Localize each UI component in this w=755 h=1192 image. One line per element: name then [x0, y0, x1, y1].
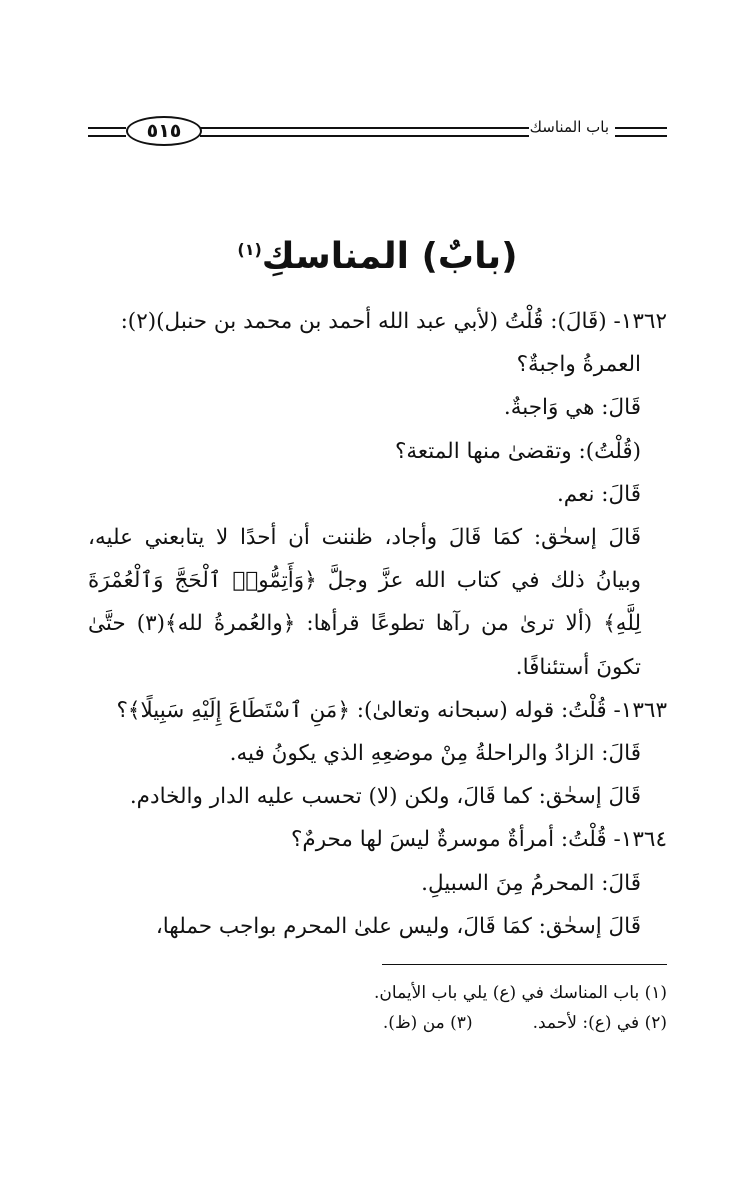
running-title: باب المناسك: [529, 118, 609, 136]
paragraph-ishaq: قَالَ إسحٰق: كمَا قَالَ وأجاد، ظننت أن أحدًا لا يتابعني عليه، وبيانُ ذلك في كتاب الله عزَّ وجلَّ ﴿وَأَتِمُّوا۟ ٱلْحَجَّ وَٱلْعُمْرَةَ لِلَّهِ﴾ (ألا ترىٰ من رآها تطوعًا قرأها: ﴿والعُمرةُ لله﴾(٣) حتَّىٰ تكونَ أستئنافًا.: [88, 525, 641, 680]
paragraph-answer: قَالَ: الزادُ والراحلةُ مِنْ موضعِهِ الذي يكونُ فيه.: [229, 741, 641, 767]
footnote-2: (٢) في (ع): لأحمد.: [532, 1013, 667, 1033]
paragraph-ishaq: قَالَ إسحٰق: كمَا قَالَ، وليس علىٰ المحرم بواجب حملها،: [155, 913, 641, 939]
paragraph-question: العمرةُ واجبةٌ؟: [516, 352, 641, 378]
page-number: ٥١٥: [126, 116, 202, 146]
page-header: [88, 116, 667, 144]
header-rule-left: [88, 127, 126, 137]
main-text: [88, 300, 667, 948]
paragraph-1362: ١٣٦٢- (قَالَ): قُلْتُ (لأبي عبد الله أحمد بن محمد بن حنبل)(٢):: [120, 309, 667, 334]
footnote-3: (٣) من (ظ).: [382, 1013, 473, 1033]
paragraph-1363: ١٣٦٣- قُلْتُ: قوله (سبحانه وتعالىٰ): ﴿مَنِ ٱسْتَطَاعَ إِلَيْهِ سَبِيلًا﴾؟: [116, 697, 667, 723]
paragraph-1364: ١٣٦٤- قُلْتُ: أمرأةٌ موسرةٌ ليسَ لها محرمٌ؟: [290, 827, 667, 853]
chapter-title: [0, 236, 755, 277]
header-rule-right: [615, 127, 667, 137]
paragraph-question: (قُلْتُ): وتقضىٰ منها المتعة؟: [394, 438, 641, 464]
paragraph-answer: قَالَ: المحرمُ مِنَ السبيلِ.: [421, 870, 641, 896]
footnote-ref-1: (١): [237, 240, 262, 259]
footnote-spacer: [473, 1008, 533, 1038]
chapter-title-text: (بابٌ) المناسكِ: [261, 236, 518, 277]
paragraph-answer: قَالَ: نعم.: [556, 481, 641, 507]
footnote-1: (١) باب المناسك في (ع) يلي باب الأيمان.: [374, 983, 667, 1003]
paragraph-answer: قَالَ: هي وَاجبةٌ.: [503, 395, 641, 421]
paragraph-ishaq: قَالَ إسحٰق: كما قَالَ، ولكن (لا) تحسب عليه الدار والخادم.: [129, 784, 641, 810]
footnotes: [88, 978, 667, 1038]
header-rule-middle: [200, 127, 529, 137]
footnote-divider: [382, 964, 667, 965]
